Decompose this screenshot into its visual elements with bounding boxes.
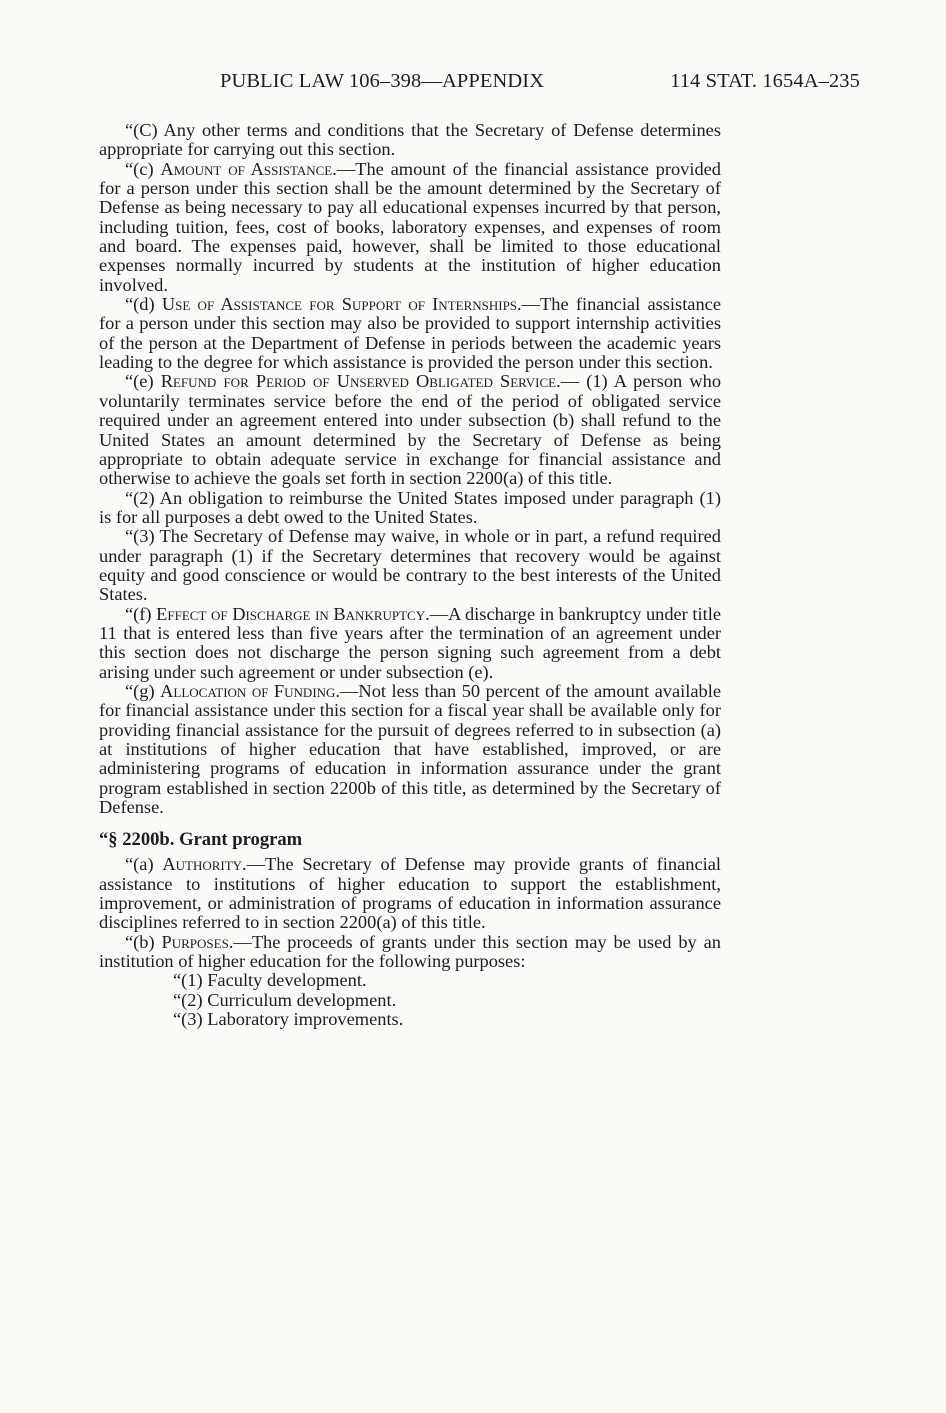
subsection-heading: Effect of Discharge in Bankruptcy [156,603,426,624]
list-item: “(2) Curriculum development. [173,989,397,1010]
subsection-heading: Authority [162,854,243,875]
paragraph-internships: “(d) Use of Assistance for Support of Internships.—The financial assistance for a person under this section may also be provided to support internship activities of the person at the Department of Defense in periods between the academic years leading to the degree for which assistance is provided the person under this section. [99,294,721,373]
paragraph-grant-authority: “(a) Authority.—The Secretary of Defense may provide grants of financial assistance to institutions of higher education to support the establishment, improvement, or administration of programs of education in information assurance disciplines referred to in section 2200(a) of this title. [99,854,722,933]
running-head-title: PUBLIC LAW 106–398—APPENDIX [220,70,545,92]
paragraph-bankruptcy: “(f) Effect of Discharge in Bankruptcy.—A discharge in bankruptcy under title 11 that is entered less than five years after the termination of an agreement under this section does not discharge the person signing such agreement from a debt arising under such agreement or under subsection (e). [99,603,722,682]
list-item: “(1) Faculty development. [173,970,367,991]
subsection-heading: Refund for Period of Unserved Obligated Service [160,371,557,392]
paragraph-allocation: “(g) Allocation of Funding.—Not less than 50 percent of the amount available for financial assistance under this section for a fiscal year shall be available only for providing financial assistance for the pursuit of degrees referred to in subsection (a) at institutions of higher education that have established, improved, or are administering programs of education in information assurance under the grant program established in section 2200b of this title, as determined by the Secretary of Defense. [99,680,721,818]
paragraph-refund-2: “(2) An obligation to reimburse the United States imposed under paragraph (1) is for all purposes a debt owed to the United States. [99,487,721,527]
stat-page-reference: 114 STAT. 1654A–235 [670,70,860,92]
paragraph-refund-3: “(3) The Secretary of Defense may waive, in whole or in part, a refund required under paragraph (1) if the Secretary determines that recovery would be against equity and good conscience or would be contrary to the best interests of the United States. [99,526,721,605]
section-heading: “§ 2200b. Grant program [99,829,303,851]
paragraph-c-terms: “(C) Any other terms and conditions that the Secretary of Defense determines appropriate for carrying out this section. [99,120,721,160]
paragraph-grant-purposes: “(b) Purposes.—The proceeds of grants under this section may be used by an institution of higher education for the following purposes: [99,931,721,972]
paragraph-refund: “(e) Refund for Period of Unserved Obligated Service.— (1) A person who voluntarily terminates service before the end of the period of obligated service required under an agreement entered into under subsection (b) shall refund to the United States an amount determined by the Secretary of Defense as being appropriate to obtain adequate service in exchange for financial assistance and otherwise to achieve the goals set forth in section 2200(a) of this title. [99,371,722,489]
paragraph-amount-of-assistance: “(c) Amount of Assistance.—The amount of the financial assistance provided for a person under this section shall be the amount determined by the Secretary of Defense as being necessary to pay all educational expenses incurred by that person, including tuition, fees, cost of books, laboratory expenses, and expenses of room and board. The expenses paid, however, shall be limited to those educational expenses normally incurred by students at the institution of higher education involved. [99,158,722,295]
subsection-heading: Allocation of Funding [160,680,336,701]
body-text [99,121,721,1029]
subsection-heading: Purposes [161,931,229,952]
subsection-heading: Use of Assistance for Support of Internships [161,294,518,315]
running-head [220,70,860,100]
subsection-heading: Amount of Assistance [160,158,333,179]
list-item: “(3) Laboratory improvements. [173,1009,404,1030]
